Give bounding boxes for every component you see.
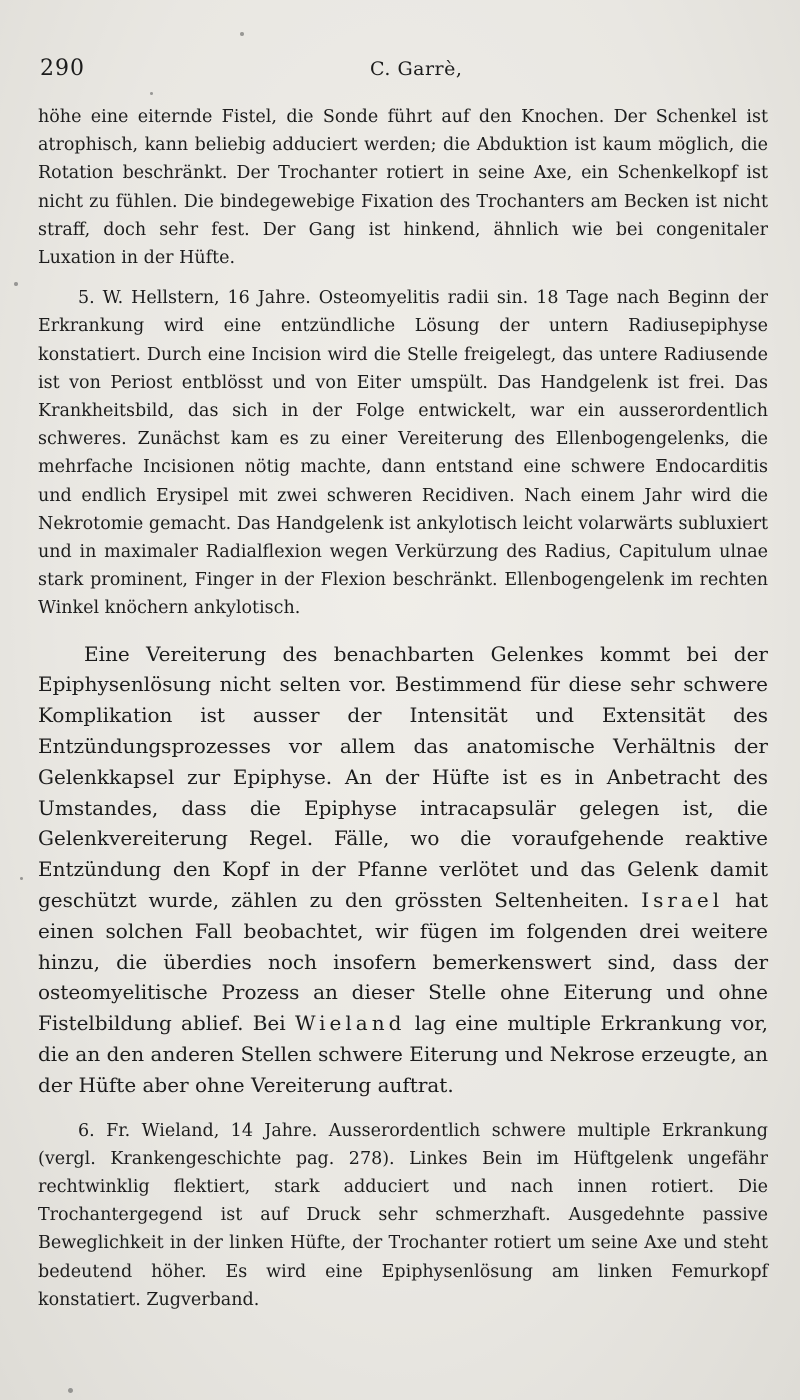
page-number: 290	[40, 56, 85, 81]
main-paragraph-part-3: lag eine multiple Erkrankung vor, die an den anderen Stellen schwere Eiterung und Nekrose erzeugte, an der Hüfte aber ohne Vereiterung auftrat.	[38, 1011, 768, 1097]
main-paragraph-part-2: hat einen solchen Fall beobachtet, wir fügen im folgenden drei weitere hinzu, die überdies noch insofern bemerkenswert sind, dass der osteomyelitische Prozess an dieser Stelle ohne Eiterung und ohne Fistelbildung ablief. Bei	[38, 888, 768, 1036]
main-paragraph-part-1: Eine Vereiterung des benachbarten Gelenkes kommt bei der Epiphysenlösung nicht selten vor. Bestimmend für diese sehr schwere Komplikation ist ausser der Intensität und Extensität des Entzündungsprozesses vor allem das anatomische Verhältnis der Gelenkkapsel zur Epiphyse. An der Hüfte ist es in Anbetracht des Umstandes, dass die Epiphyse intracapsulär gelegen ist, die Gelenkvereiterung Regel. Fälle, wo die voraufgehende reaktive Entzündung den Kopf in der Pfanne verlötet und das Gelenk damit geschützt wurde, zählen zu den grössten Seltenheiten.	[38, 641, 768, 913]
author-name-israel: Israel	[641, 888, 724, 913]
case-report-5: 5. W. Hellstern, 16 Jahre. Osteomyelitis radii sin. 18 Tage nach Beginn der Erkrankung wird eine entzündliche Lösung der untern Radiusepiphyse konstatiert. Durch eine Incision wird die Stelle freigelegt, das untere Radiusende ist von Periost entblösst und von Eiter umspült. Das Handgelenk ist frei. Das Krankheitsbild, das sich in der Folge entwickelt, war ein ausserordentlich schweres. Zunächst kam es zu einer Vereiterung des Ellenbogengelenks, die mehrfache Incisionen nötig machte, dann entstand eine schwere Endocarditis und endlich Erysipel mit zwei schweren Recidiven. Nach einem Jahr wird die Nekrotomie gemacht. Das Handgelenk ist ankylotisch leicht volarwärts subluxiert und in maximaler Radialflexion wegen Verkürzung des Radius, Capitulum ulnae stark prominent, Finger in der Flexion beschränkt. Ellenbogengelenk im rechten Winkel knöchern ankylotisch.	[38, 288, 768, 619]
paragraph-continuation: höhe eine eiternde Fistel, die Sonde führt auf den Knochen. Der Schenkel ist atrophisch, kann beliebig adduciert werden; die Abduktion ist kaum möglich, die Rotation beschränkt. Der Trochanter rotiert in seine Axe, ein Schenkelkopf ist nicht zu fühlen. Die bindegewebige Fixation des Trochanters am Becken ist nicht straff, doch sehr fest. Der Gang ist hinkend, ähnlich wie bei congenitaler Luxation in der Hüfte.	[38, 107, 768, 269]
main-paragraph	[38, 639, 768, 1101]
author-name-wieland: Wieland	[294, 1011, 406, 1036]
page-header	[40, 50, 760, 86]
body-text	[38, 103, 768, 1314]
running-head: C. Garrè,	[370, 58, 463, 80]
case-report-6: 6. Fr. Wieland, 14 Jahre. Ausserordentlich schwere multiple Erkrankung (vergl. Krankengeschichte pag. 278). Linkes Bein im Hüftgelenk ungefähr rechtwinklig flektiert, stark adduciert und nach innen rotiert. Die Trochantergegend ist auf Druck sehr schmerzhaft. Ausgedehnte passive Beweglichkeit in der linken Hüfte, der Trochanter rotiert um seine Axe und steht bedeutend höher. Es wird eine Epiphysenlösung am linken Femurkopf konstatiert. Zugverband.	[38, 1120, 768, 1310]
